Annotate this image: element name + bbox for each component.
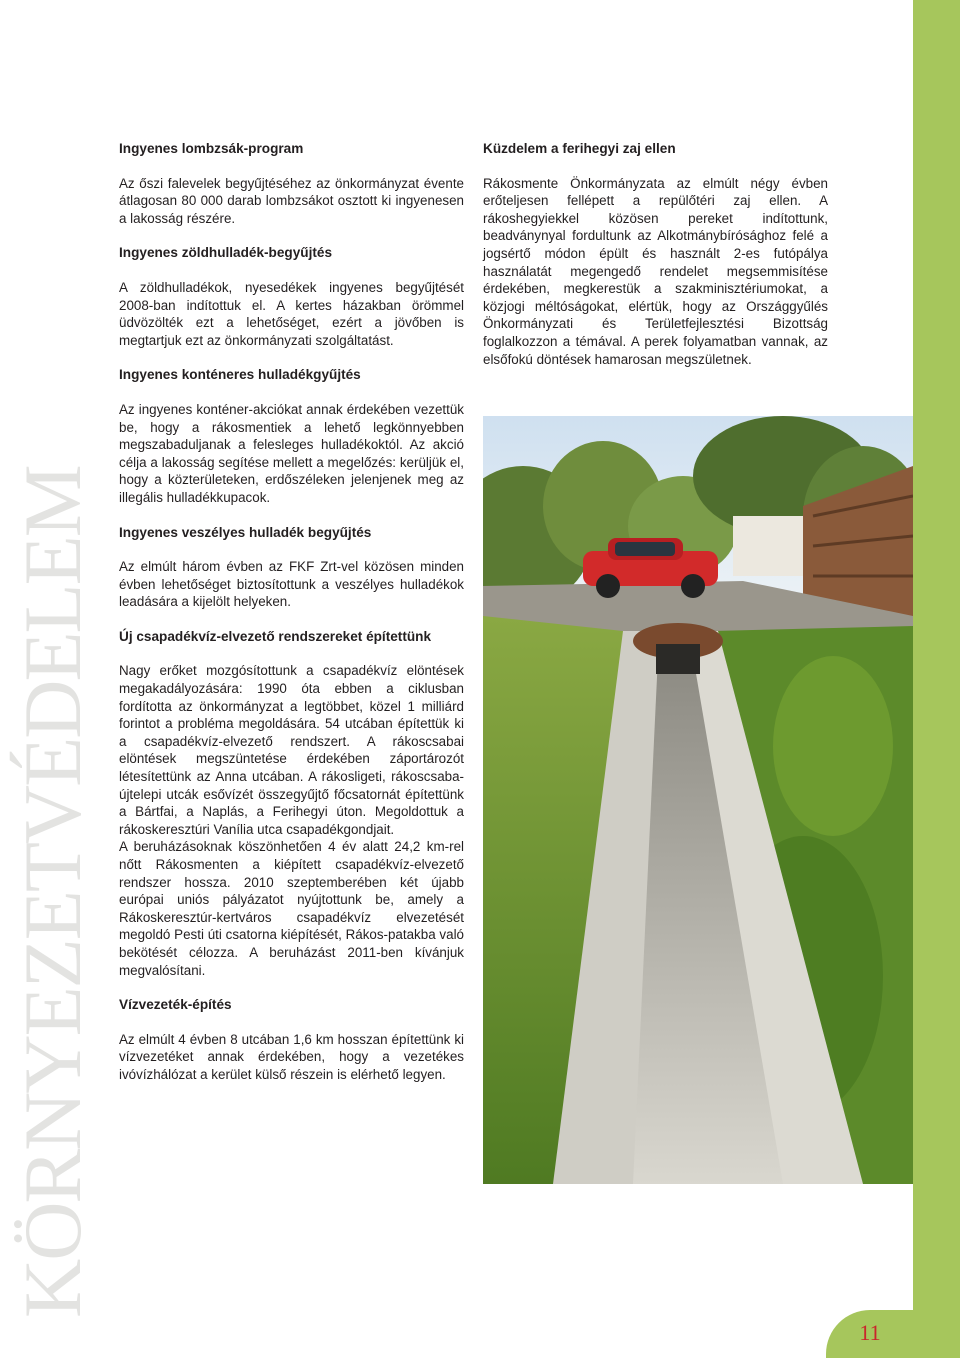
section-heading: Ingyenes zöldhulladék-begyűjtés (119, 245, 333, 261)
section-paragraph: A beruházásoknak köszönhetően 4 év alatt 24,2 km-rel nőtt Rákosmenten a kiépített csapadékvíz-elvezető rendszer hossza. 2010 szeptemberében két újabb európai uniós pályázatot nyújtottunk be, amely a Rákoskeresztúr-kertváros csapadékvíz elvezetését megoldó Pesti úti csatorna kiépítését, Rákos-patakba való bekötését célozza. A beruházást 2011-ben kívánjuk megvalósítani. (119, 839, 464, 978)
section-heading: Ingyenes lombzsák-program (119, 141, 304, 156)
section-paragraph: Az őszi falevelek begyűjtéséhez az önkormányzat évente átlagosan 80 000 darab lombzsákot osztott ki ingyenesen a lakosság részére. (119, 175, 464, 226)
page-number: 11 (859, 1320, 881, 1345)
left-column (119, 140, 464, 1101)
section-heading: Vízvezeték-építés (119, 997, 232, 1013)
section-paragraph: Az ingyenes konténer-akciókat annak érdekében vezettük be, hogy a rákosmentiek a lehető legkönnyebben megszabaduljanak a felesleges hulladékoktól. Az akció célja a lakosság segítése mellett a megelőzés: kerüljük el, hogy a közterületeken, erdőszéleken jelenjenek meg az illegális hulladékkupacok. (119, 401, 464, 505)
right-column (483, 140, 828, 385)
section-heading: Ingyenes konténeres hulladékgyűjtés (119, 367, 361, 383)
drainage-ditch-photo (483, 416, 913, 1184)
section-paragraph: Az elmúlt 4 évben 8 utcában 1,6 km hosszan építettünk ki vízvezetéket annak érdekében, hogy a vezetékes ivóvízhálózat a kerület külső részein is elérhető legyen. (119, 1031, 464, 1082)
section-paragraph: Rákosmente Önkormányzata az elmúlt négy évben erőteljesen fellépett a repülőtéri zaj ellen. A rákoshegyiekkel közösen pereket indítottunk, beadványnyal fordultunk az Alkotmánybírósághoz felé a jogsértő módon épült és használt 2-es futópálya használatát megengedő rendelet megsemmisítése érdekében, megkerestük a szakminisztériumokat, a közjogi méltóságokat, elértük, hogy az Országgyűlés Önkormányzati és Területfejlesztési Bizottság foglalkozzon a témával. A perek folyamatban vannak, az elsőfokú döntések hamarosan megszületnek. (483, 175, 828, 367)
section-veszelyes (119, 524, 464, 611)
section-paragraph: Az elmúlt három évben az FKF Zrt-vel közösen minden évben lehetőséget biztosítottunk a veszélyes hulladékok leadására a kijelölt helyeken. (119, 559, 464, 610)
section-side-title: KÖRNYEZETVÉDELEM (7, 466, 98, 1318)
section-heading: Ingyenes veszélyes hulladék begyűjtés (119, 524, 372, 540)
section-paragraph: A zöldhulladékok, nyesedékek ingyenes begyűjtését 2008-ban indítottuk el. A kertes házakban örömmel üdvözölték ezt a lehetőséget, ezért a jövőben is megtartjuk ezt az önkormányzati szolgáltatást. (119, 279, 464, 348)
section-heading: Új csapadékvíz-elvezető rendszereket építettünk (119, 628, 432, 644)
section-paragraph: Nagy erőket mozgósítottunk a csapadékvíz elöntések megakadályozására: 1990 óta ebben a ciklusban fordította az önkormányzat a legtöbbet, közel 1 milliárd forintot a probléma megoldására. 54 utcában építettük ki a csapadékvíz-elvezető rendszert. A rákoscsabai elöntések megszüntetése érdekében záportározót létesítettünk az Anna utcában. A rákosligeti, rákoscsaba-újtelepi utcák esővízét összegyűjtő főcsatornát építettünk a Bártfai, a Naplás, a Ferihegyi úton. Megoldottuk a rákoskeresztúri Vanília utca csapadékgondjait. (119, 663, 464, 837)
section-heading: Küzdelem a ferihegyi zaj ellen (483, 141, 676, 156)
section-csapadekviz (119, 628, 464, 979)
section-lombzsak (119, 140, 464, 227)
section-kontener (119, 366, 464, 506)
section-zoldhulladek (119, 244, 464, 349)
section-vizvezetek (119, 996, 464, 1083)
decorative-green-bar (913, 0, 960, 1358)
